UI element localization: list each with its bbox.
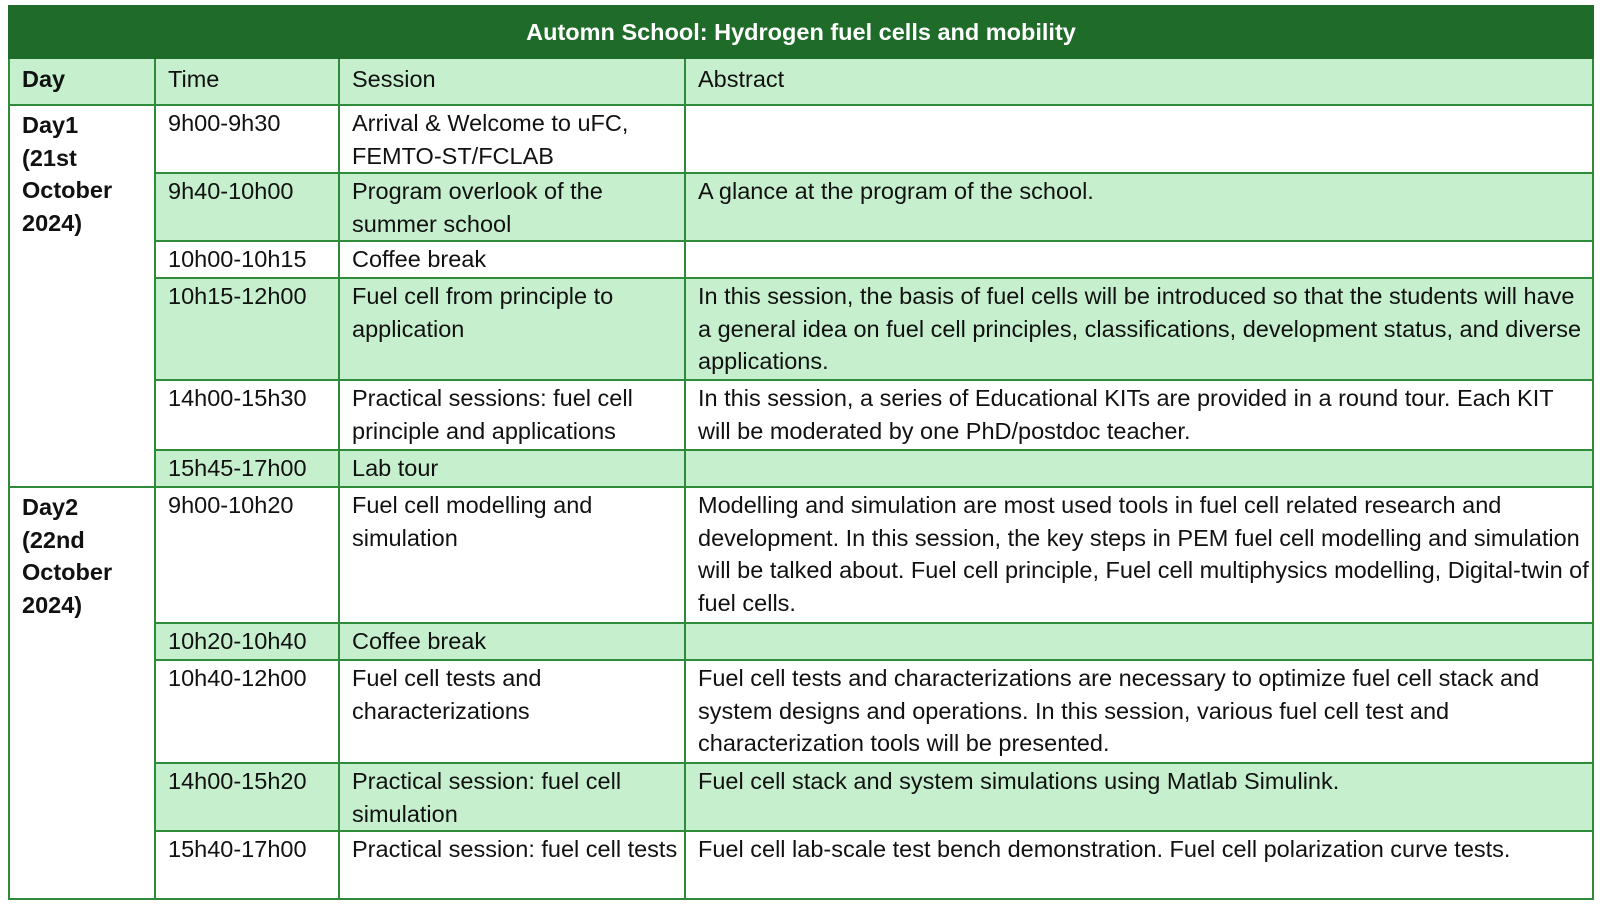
abstract-cell: Fuel cell stack and system simulations using Matlab Simulink. [685,763,1593,831]
time-cell: 10h00-10h15 [155,241,339,278]
abstract-cell: Modelling and simulation are most used tools in fuel cell related research and development. In this session, the key steps in PEM fuel cell modelling and simulation will be talked about. Fuel cell principle, Fuel cell multiphysics modelling, Digital-twin of fuel cells. [685,487,1593,623]
abstract-cell: Fuel cell lab-scale test bench demonstration. Fuel cell polarization curve tests. [685,831,1593,899]
time-cell: 10h15-12h00 [155,278,339,380]
session-cell: Practical sessions: fuel cell principle and applications [339,380,685,450]
time-cell: 14h00-15h20 [155,763,339,831]
table-row [9,763,1593,831]
table-row [9,660,1593,763]
table-row [9,241,1593,278]
table-row [9,450,1593,487]
time-cell: 9h40-10h00 [155,173,339,241]
table-row [9,623,1593,660]
time-cell: 9h00-9h30 [155,105,339,173]
abstract-cell [685,623,1593,660]
session-cell: Fuel cell modelling and simulation [339,487,685,623]
table-row [9,487,1593,623]
time-cell: 15h40-17h00 [155,831,339,899]
header-row [9,58,1593,105]
abstract-cell: In this session, a series of Educational KITs are provided in a round tour. Each KIT will be moderated by one PhD/postdoc teacher. [685,380,1593,450]
header-day: Day [9,58,155,105]
table-row [9,105,1593,173]
session-cell: Program overlook of the summer school [339,173,685,241]
table-title: Automn School: Hydrogen fuel cells and mobility [9,6,1593,58]
abstract-cell [685,105,1593,173]
schedule-table [8,5,1594,900]
table-row [9,380,1593,450]
session-cell: Coffee break [339,623,685,660]
session-cell: Arrival & Welcome to uFC, FEMTO-ST/FCLAB [339,105,685,173]
day-cell-2: Day2 (22nd October 2024) [9,487,155,899]
time-cell: 14h00-15h30 [155,380,339,450]
abstract-cell [685,241,1593,278]
abstract-cell: A glance at the program of the school. [685,173,1593,241]
table-row [9,278,1593,380]
day-cell-1: Day1 (21st October 2024) [9,105,155,487]
abstract-cell: Fuel cell tests and characterizations are necessary to optimize fuel cell stack and system designs and operations. In this session, various fuel cell test and characterization tools will be presented. [685,660,1593,763]
header-time: Time [155,58,339,105]
time-cell: 10h20-10h40 [155,623,339,660]
table-row [9,831,1593,899]
session-cell: Practical session: fuel cell simulation [339,763,685,831]
session-cell: Lab tour [339,450,685,487]
session-cell: Fuel cell tests and characterizations [339,660,685,763]
header-session: Session [339,58,685,105]
time-cell: 10h40-12h00 [155,660,339,763]
time-cell: 9h00-10h20 [155,487,339,623]
header-abstract: Abstract [685,58,1593,105]
session-cell: Coffee break [339,241,685,278]
session-cell: Practical session: fuel cell tests [339,831,685,899]
time-cell: 15h45-17h00 [155,450,339,487]
table-row [9,173,1593,241]
abstract-cell: In this session, the basis of fuel cells will be introduced so that the students will have a general idea on fuel cell principles, classifications, development status, and diverse applications. [685,278,1593,380]
session-cell: Fuel cell from principle to application [339,278,685,380]
abstract-cell [685,450,1593,487]
